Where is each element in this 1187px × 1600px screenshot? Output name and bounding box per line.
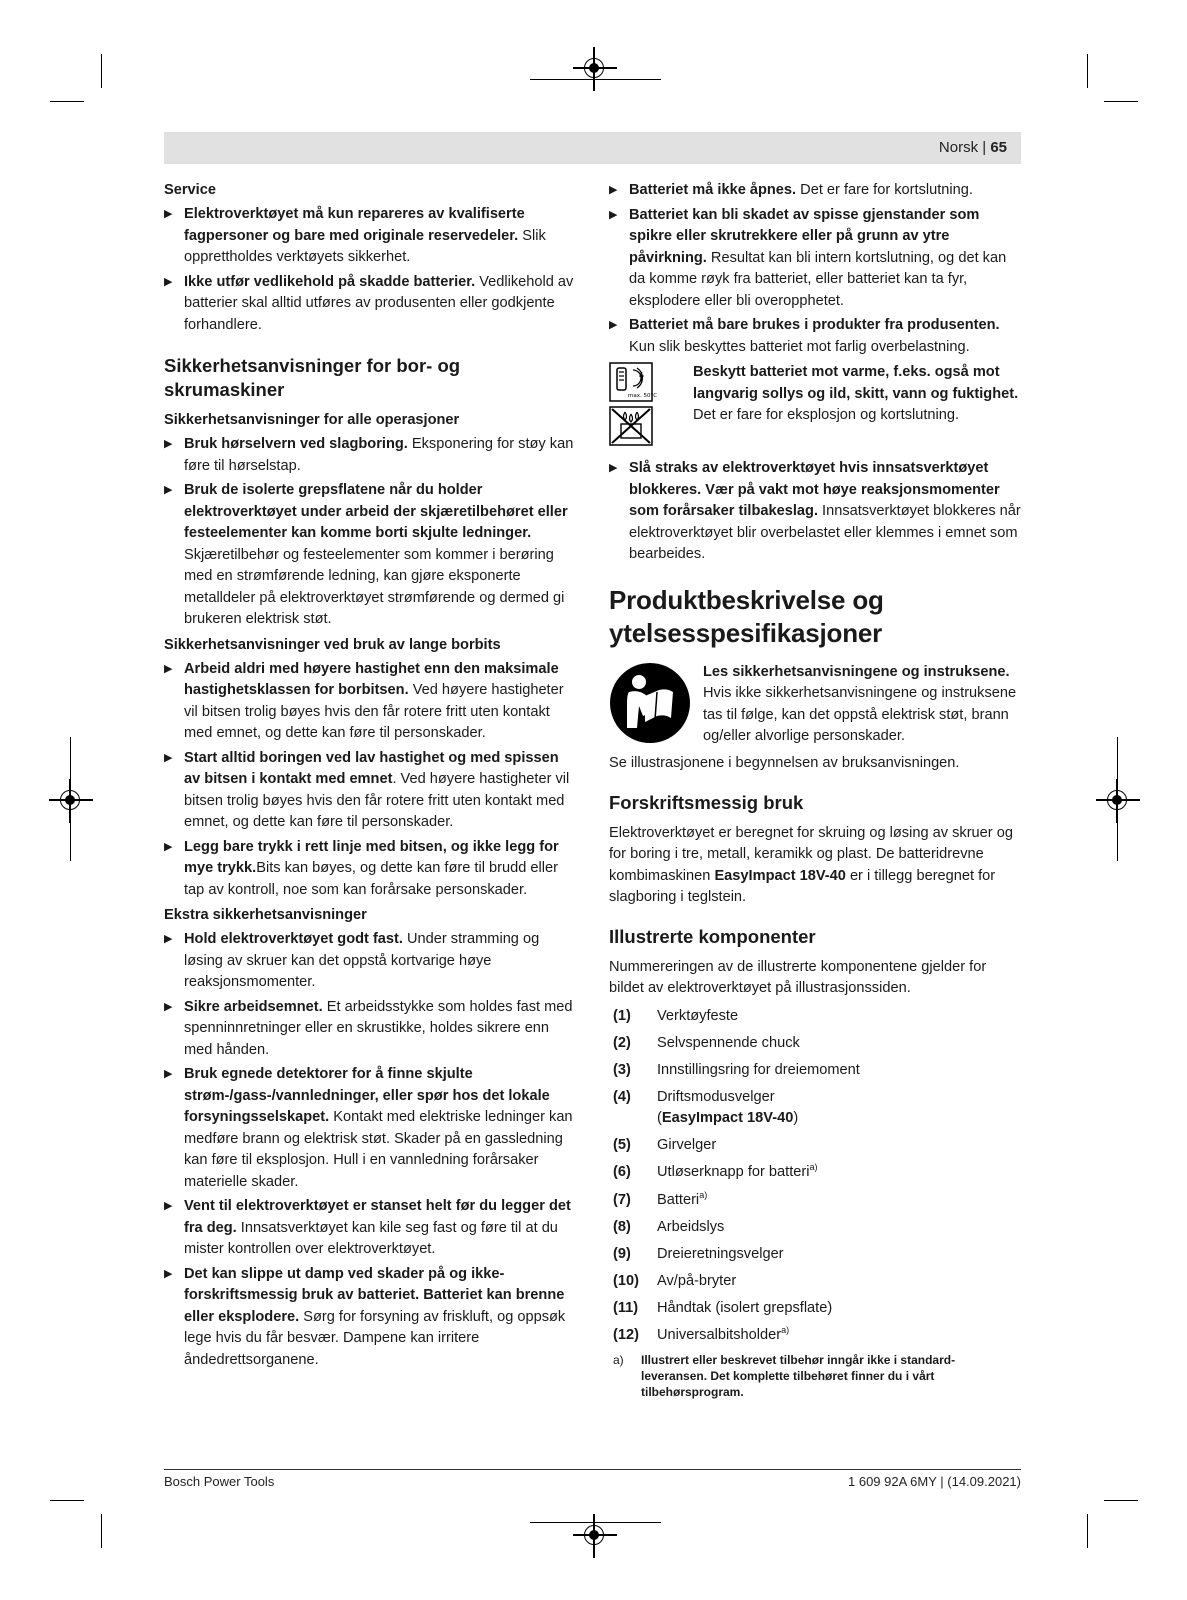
warning-icons: [609, 362, 693, 450]
list-item: ▶ Bruk egnede detektorer for å finne skjulte strøm-/gass-/vannledninger, eller spør hos det lokale forsyningsselskapet. Kontakt med elektriske ledninger kan medføre brann og elektrisk støt. Skader på en gassledning kan føre til eksplosjon. Hull i en vannledning forårsaker materielle skader.: [164, 1064, 576, 1193]
crop-mark: [530, 79, 661, 80]
components-title: Illustrerte komponenter: [609, 925, 816, 947]
list-item: ▶ Batteriet må bare brukes i produkter fra produsenten. Kun slik beskyttes batteriet mot farlig overbelastning.: [609, 315, 1021, 358]
list-item: (6) Utløserknapp for batteri$^{a)}$: [613, 1162, 818, 1181]
list-item: (2) Selvspennende chuck: [613, 1034, 800, 1051]
intended-use-title: Forskriftsmessig bruk: [609, 791, 804, 813]
list-item: ▶ Bruk hørselvern ved slagboring. Eksponering for støy kan føre til hørselstap.: [164, 434, 576, 477]
footer-document-id: 1 609 92A 6MY | (14.09.2021): [848, 1474, 1021, 1489]
right-column: [609, 180, 1021, 1400]
crop-mark: [1087, 54, 1088, 88]
long-bits-list: [164, 659, 576, 902]
list-item: ▶ Legg bare trykk i rett linje med bitsen, og ikke legg for mye trykk.Bits kan bøyes, og dette kan føre til brudd eller tap av kontroll, noe som kan forårsake personskader.: [164, 837, 576, 902]
crop-mark: [101, 54, 102, 88]
list-item: (11) Håndtak (isolert grepsflate): [613, 1299, 833, 1316]
crop-mark: [1104, 1500, 1138, 1501]
list-item: (9) Dreieretningsvelger: [613, 1245, 784, 1262]
list-item: ▶ Vent til elektroverktøyet er stanset helt før du legger det fra deg. Innsatsverktøyet kan kile seg fast og føre til at du mister kontrollen over elektroverktøyet.: [164, 1196, 576, 1261]
heat-warning-icon: [609, 362, 658, 402]
list-item: ▶ Batteriet kan bli skadet av spisse gjenstander som spikre eller skrutrekkere eller på grunn av ytre påvirkning. Resultat kan bli intern kortslutning, og det kan da komme røyk fra batteriet, eller batteriet kan ta fyr, eksplodere eller bli overopphetet.: [609, 205, 1021, 313]
list-item: ▶ Batteriet må ikke åpnes. Det er fare for kortslutning.: [609, 180, 1021, 202]
list-item: ▶ Elektroverktøyet må kun repareres av kvalifiserte fagpersoner og bare med originale reservedeler. Slik opprettholdes verktøyets sikkerhet.: [164, 204, 576, 269]
crop-mark: [50, 1500, 84, 1501]
footer-brand: Bosch Power Tools: [164, 1474, 275, 1489]
registration-mark-icon: [584, 58, 604, 78]
list-item: (5) Girvelger: [613, 1137, 717, 1154]
crop-mark: [101, 1514, 102, 1548]
read-manual-icon: [609, 662, 703, 752]
service-list: [164, 204, 576, 336]
long-bits-title: Sikkerhetsanvisninger ved bruk av lange borbits: [164, 636, 501, 653]
no-water-icon: [609, 406, 653, 446]
list-item: (3) Innstillingsring for dreiemoment: [613, 1061, 860, 1078]
extra-safety-title: Ekstra sikkerhetsanvisninger: [164, 907, 367, 923]
heat-warning-text: Beskytt batteriet mot varme, f.eks. også mot langvarig sollys og ild, skitt, vann og fuktighet. Det er fare for eksplosjon og kortslutning.: [693, 364, 1019, 423]
list-item: (1) Verktøyfeste: [613, 1007, 739, 1024]
extra-safety-list: [164, 929, 576, 1371]
registration-mark-icon: [60, 790, 80, 810]
header-text: Norsk | 65: [938, 139, 1007, 156]
crop-mark: [1104, 101, 1138, 102]
list-item: ▶ Det kan slippe ut damp ved skader på og ikke-forskriftsmessig bruk av batteriet. Batteriet kan brenne eller eksplodere. Sørg for forsyning av friskluft, og oppsøk lege hvis du får besvær. Dampene kan irritere åndedrettsorganene.: [164, 1264, 576, 1372]
list-item: ▶ Slå straks av elektroverktøyet hvis innsatsverktøyet blokkeres. Vær på vakt mot høye reaksjonsmomenter som forårsaker tilbakeslag. Innsatsverktøyet blokkeres når elektroverktøyet blir overbelastet eller klemmes i emnet som bearbeides.: [609, 458, 1021, 566]
intended-use-text: Elektroverktøyet er beregnet for skruing og løsing av skruer og for boring i tre, metall, keramikk og plast. De batteridrevne kombimaskinen EasyImpact 18V-40 er i tillegg beregnet for slagboring i teglstein.: [609, 824, 1013, 905]
list-item: (4) Driftsmodusvelger (EasyImpact 18V-40): [613, 1088, 799, 1127]
list-item: ▶ Start alltid boringen ved lav hastighet og med spissen av bitsen i kontakt med emnet. Ved høyere hastigheter vil bitsen trolig bøyes hvis den får rotere fritt uten kontakt med emnet, og dette kan føre til personskader.: [164, 748, 576, 834]
battery-safety-list: [609, 180, 1021, 358]
components-intro: Nummereringen av de illustrerte komponentene gjelder for bildet av elektroverktøyet på illustrasjonssiden.: [609, 958, 987, 996]
list-item: ▶ Ikke utfør vedlikehold på skadde batterier. Vedlikehold av batterier skal alltid utføres av produsenten eller godkjente forhandlere.: [164, 272, 576, 337]
drill-safety-heading: Sikkerhetsanvisninger for bor- og skrumaskiner: [164, 355, 461, 400]
see-illustrations-text: Se illustrasjonene i begynnelsen av bruksanvisningen.: [609, 755, 960, 771]
all-operations-title: Sikkerhetsanvisninger for alle operasjoner: [164, 412, 460, 428]
registration-mark-icon: [1107, 790, 1127, 810]
list-item: (8) Arbeidslys: [613, 1218, 725, 1235]
product-description-heading: Produktbeskrivelse og ytelsesspesifikasjoner: [609, 584, 884, 648]
list-item: ▶ Arbeid aldri med høyere hastighet enn den maksimale hastighetsklassen for borbitsen. Ved høyere hastigheter vil bitsen trolig bøyes hvis den får rotere fritt uten kontakt med emnet, og dette kan føre til personskader.: [164, 659, 576, 745]
heat-warning: [609, 362, 1021, 450]
registration-mark-icon: [584, 1525, 604, 1545]
crop-mark: [50, 101, 84, 102]
list-item: ▶ Sikre arbeidsemnet. Et arbeidsstykke som holdes fast med spenninnretninger eller en skrustikke, holdes sikrere enn med hånden.: [164, 997, 576, 1062]
list-item: ▶ Hold elektroverktøyet godt fast. Under stramming og løsing av skruer kan det oppstå kortvarige høye reaksjonsmomenter.: [164, 929, 576, 994]
list-item: (10) Av/på-bryter: [613, 1272, 737, 1289]
list-item: (12) Universalbitsholder$^{a)}$: [613, 1325, 790, 1344]
switch-off-list: [609, 458, 1021, 566]
page-number: 65: [990, 139, 1007, 156]
crop-mark: [1087, 1514, 1088, 1548]
all-operations-list: [164, 434, 576, 631]
list-item: ▶ Bruk de isolerte grepsflatene når du holder elektroverktøyet under arbeid der skjæretilbehøret eller festeelementer kan komme borti skjulte ledninger. Skjæretilbehør og festeelementer som kommer i berøring med en strømførende ledning, kan gjøre eksponerte metalldeler på elektroverktøyet strømførende og dermed gi brukeren elektrisk støt.: [164, 480, 576, 631]
accessory-footnote: a) Illustrert eller beskrevet tilbehør inngår ikke i standard-leveransen. Det komplette tilbehøret finner du i vårt tilbehørsprogram.: [613, 1353, 956, 1400]
left-column: [164, 180, 576, 1375]
footer-divider: [164, 1469, 1021, 1470]
crop-mark: [530, 1522, 661, 1523]
page-header: [164, 132, 1021, 164]
components-list: [609, 1006, 1021, 1347]
read-instructions-block: [609, 662, 1021, 752]
header-language: Norsk: [938, 139, 979, 156]
max-temperature-label: max. 50°C: [628, 393, 658, 399]
list-item: (7) Batteri$^{a)}$: [613, 1189, 708, 1208]
read-instructions-text: Les sikkerhetsanvisningene og instruksene. Hvis ikke sikkerhetsanvisningene og instruksene tas til følge, kan det oppstå elektrisk støt, brann og/eller alvorlige personskader.: [703, 663, 1017, 744]
service-title: Service: [164, 182, 216, 198]
